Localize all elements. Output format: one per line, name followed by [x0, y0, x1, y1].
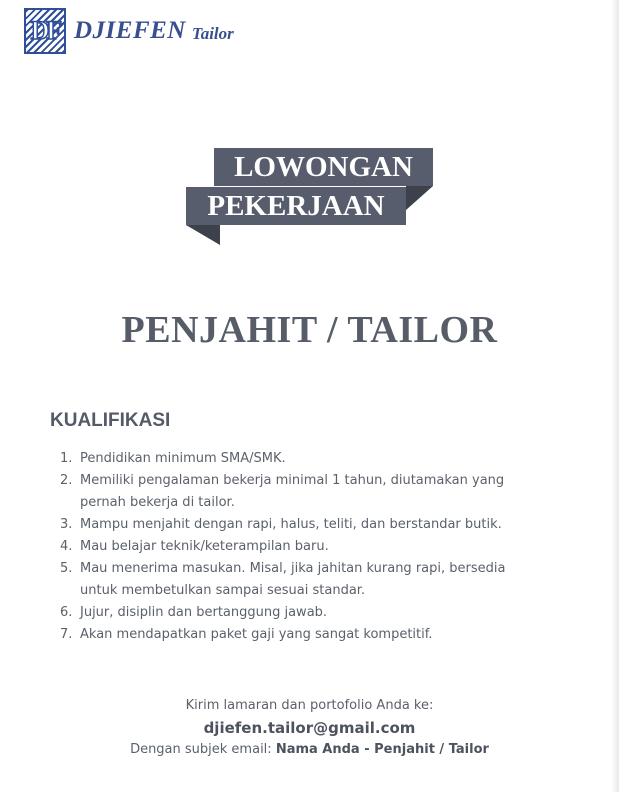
- banner-fold-left: [186, 225, 220, 245]
- list-item-number: 4.: [60, 539, 73, 554]
- list-item-text: Akan mendapatkan paket gaji yang sangat kompetitif.: [80, 627, 433, 642]
- banner-fold-right: [406, 186, 433, 210]
- list-item: [60, 624, 540, 646]
- list-item-text: Pendidikan minimum SMA/SMK.: [80, 451, 286, 466]
- list-item-number: 6.: [60, 605, 73, 620]
- application-footer: [0, 696, 619, 760]
- page-edge-shadow: [611, 0, 619, 792]
- list-item-number: 1.: [60, 451, 73, 466]
- email-subject-line: [0, 740, 619, 760]
- list-item: [60, 514, 540, 536]
- brand-logo: [24, 8, 234, 54]
- list-item: [60, 558, 540, 602]
- list-item-number: 3.: [60, 517, 73, 532]
- brand-subtitle: Tailor: [191, 24, 234, 43]
- email-subject-value: Nama Anda - Penjahit / Tailor: [275, 742, 489, 757]
- list-item-text: Mampu menjahit dengan rapi, halus, teliti, dan berstandar butik.: [80, 517, 502, 532]
- list-item-number: 5.: [60, 561, 73, 576]
- brand-monogram-icon: [24, 8, 66, 54]
- qualifications-heading: KUALIFIKASI: [50, 410, 171, 431]
- email-subject-label: Dengan subjek email:: [130, 742, 272, 757]
- list-item-number: 7.: [60, 627, 73, 642]
- list-item: [60, 602, 540, 624]
- list-item-number: 2.: [60, 473, 73, 488]
- list-item-text: Jujur, disiplin dan bertanggung jawab.: [80, 605, 328, 620]
- list-item-text: Memiliki pengalaman bekerja minimal 1 tahun, diutamakan yang pernah bekerja di tailor.: [80, 473, 505, 510]
- banner-line-2: PEKERJAAN: [207, 189, 385, 222]
- list-item-text: Mau menerima masukan. Misal, jika jahitan kurang rapi, bersedia untuk membetulkan sampai sesuai standar.: [80, 561, 506, 598]
- list-item: [60, 536, 540, 558]
- position-title: PENJAHIT / TAILOR: [121, 309, 498, 351]
- qualifications-list: [60, 448, 540, 646]
- list-item-text: Mau belajar teknik/keterampilan baru.: [80, 539, 329, 554]
- brand-monogram: DF: [30, 16, 60, 45]
- brand-name: DJIEFEN: [74, 17, 186, 44]
- list-item: [60, 448, 540, 470]
- contact-email[interactable]: djiefen.tailor@gmail.com: [203, 719, 416, 737]
- application-instruction: Kirim lamaran dan portofolio Anda ke:: [185, 698, 434, 713]
- banner-line-1: LOWONGAN: [234, 150, 413, 183]
- list-item: [60, 470, 540, 514]
